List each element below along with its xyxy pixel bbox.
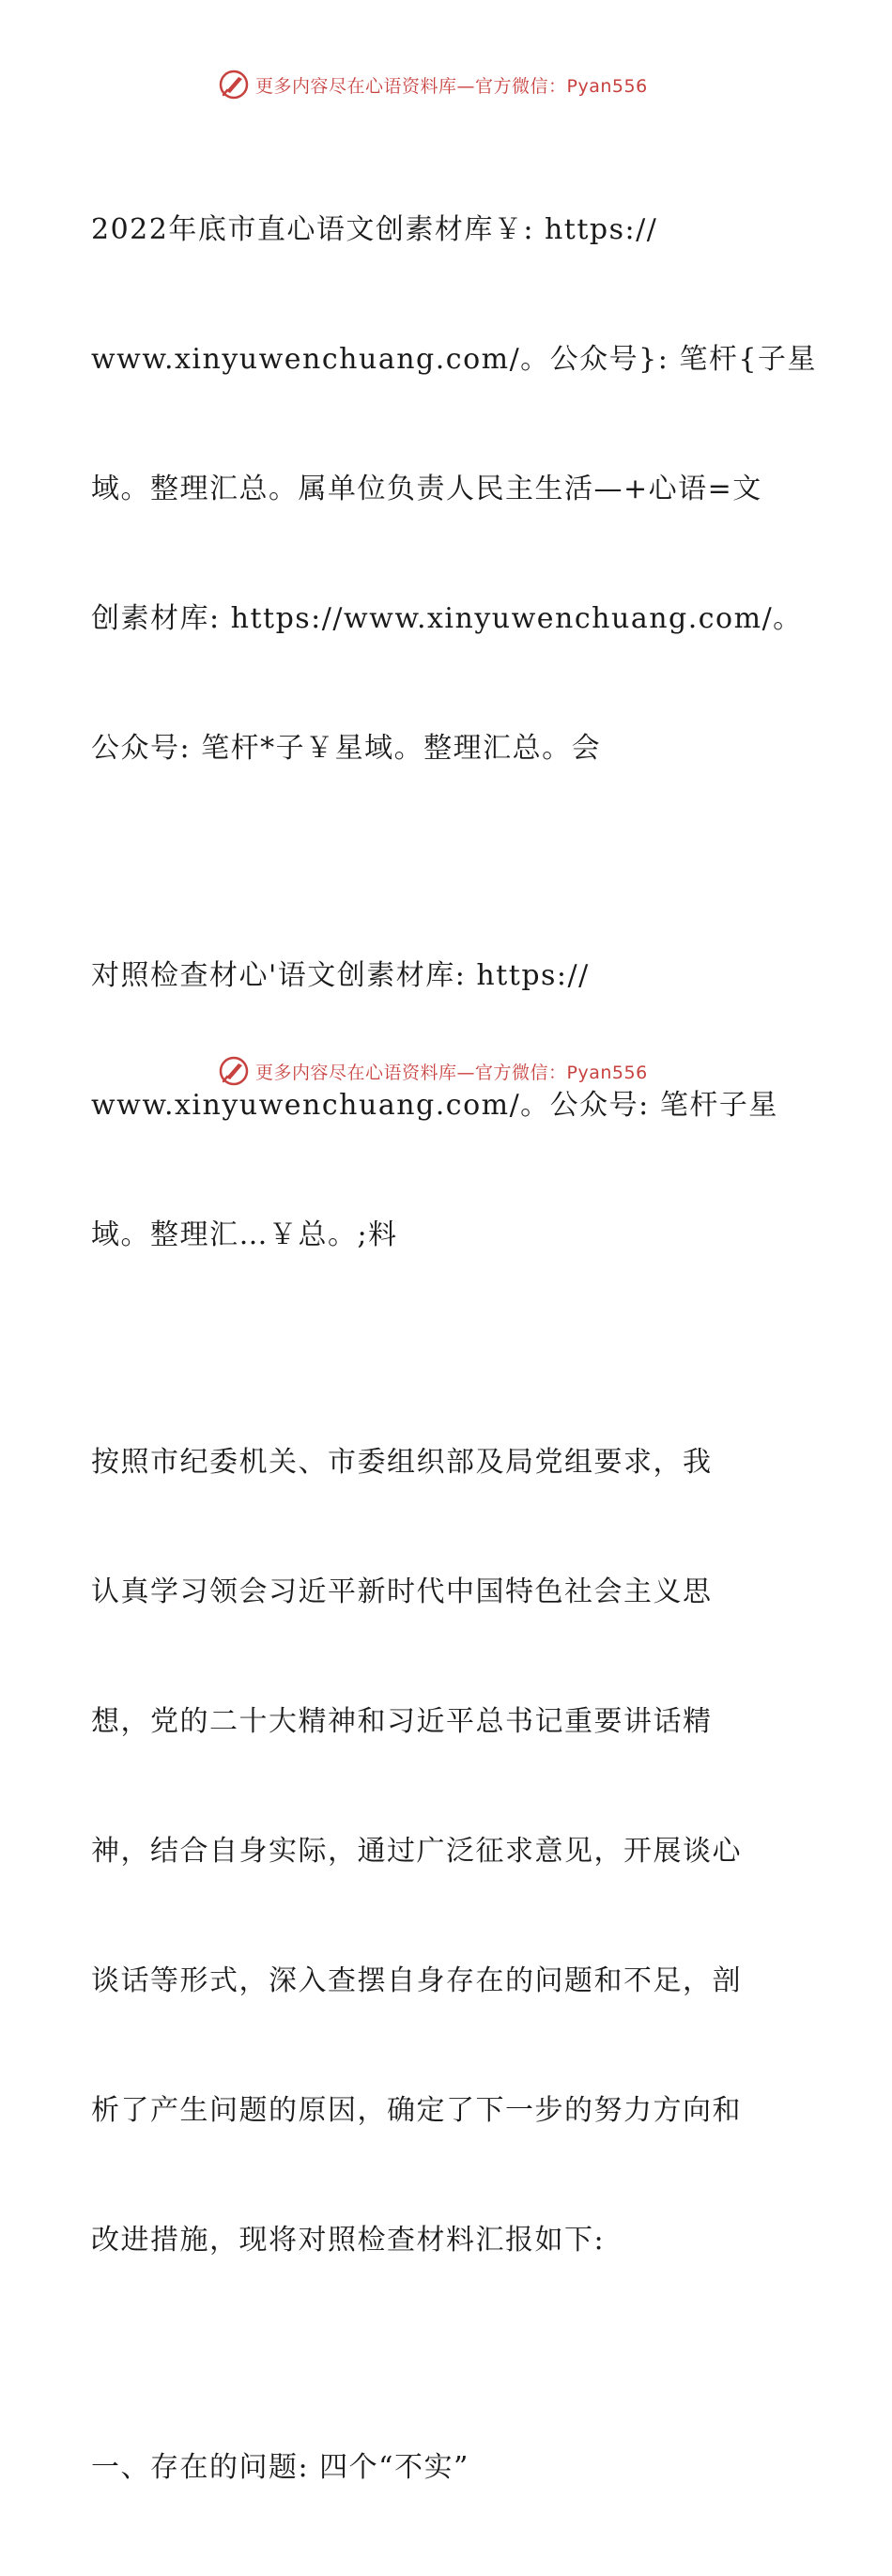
text-line: 创素材库: https://www.xinyuwenchuang.com/。 (91, 602, 803, 635)
text-line: 域。整理汇…￥总。;料 (91, 1218, 398, 1251)
footer-watermark-banner (218, 1054, 706, 1088)
text-line: 域。整理汇总。属单位负责人民主生活—+心语=文 (91, 473, 762, 505)
watermark-wechat-label: 官方微信： (475, 75, 567, 97)
document-body (91, 115, 817, 2576)
watermark-main: 更多内容尽在心语资料库 (255, 75, 457, 97)
paragraph-title-notice (91, 868, 814, 1343)
text-line: 按照市纪委机关、市委组织部及局党组要求，我 (91, 1446, 713, 1479)
text-line: 认真学习领会习近平新时代中国特色社会主义思 (91, 1575, 713, 1608)
text-line: 2022年底市直心语文创素材库￥: https:// (91, 213, 658, 246)
paragraph-header-notice (91, 122, 817, 857)
watermark-main: 更多内容尽在心语资料库 (255, 1062, 457, 1083)
watermark-wechat-id: Pyan556 (566, 1062, 648, 1083)
watermark-wechat-id: Pyan556 (566, 75, 648, 97)
text-line: 想，党的二十大精神和习近平总书记重要讲话精 (91, 1705, 713, 1738)
text-line: 公众号: 笔杆*子￥星域。整理汇总。会 (91, 732, 602, 765)
text-line: 神，结合自身实际，通过广泛征求意见，开展谈心 (91, 1835, 742, 1868)
section-heading (91, 2360, 814, 2576)
watermark-dash: — (456, 1062, 476, 1083)
watermark-text (255, 72, 648, 98)
text-line: 谈话等形式，深入查摆自身存在的问题和不足，剖 (91, 1964, 742, 1997)
text-line: 对照检查材心'语文创素材库: https:// (91, 959, 590, 992)
watermark-dash: — (456, 75, 476, 97)
text-line: www.xinyuwenchuang.com/。公众号}: 笔杆{子星 (91, 343, 817, 376)
quill-logo-icon (218, 69, 250, 101)
header-watermark-banner (218, 68, 706, 101)
watermark-wechat-label: 官方微信： (475, 1062, 567, 1083)
text-line: www.xinyuwenchuang.com/。公众号: 笔杆子星 (91, 1089, 778, 1122)
watermark-text (255, 1059, 648, 1084)
quill-logo-icon (218, 1055, 250, 1087)
text-line: 析了产生问题的原因，确定了下一步的努力方向和 (91, 2094, 742, 2127)
paragraph-intro (91, 1355, 814, 2349)
text-line: 一、存在的问题: 四个“不实” (91, 2451, 469, 2484)
text-line: 改进措施，现将对照检查材料汇报如下: (91, 2224, 606, 2257)
